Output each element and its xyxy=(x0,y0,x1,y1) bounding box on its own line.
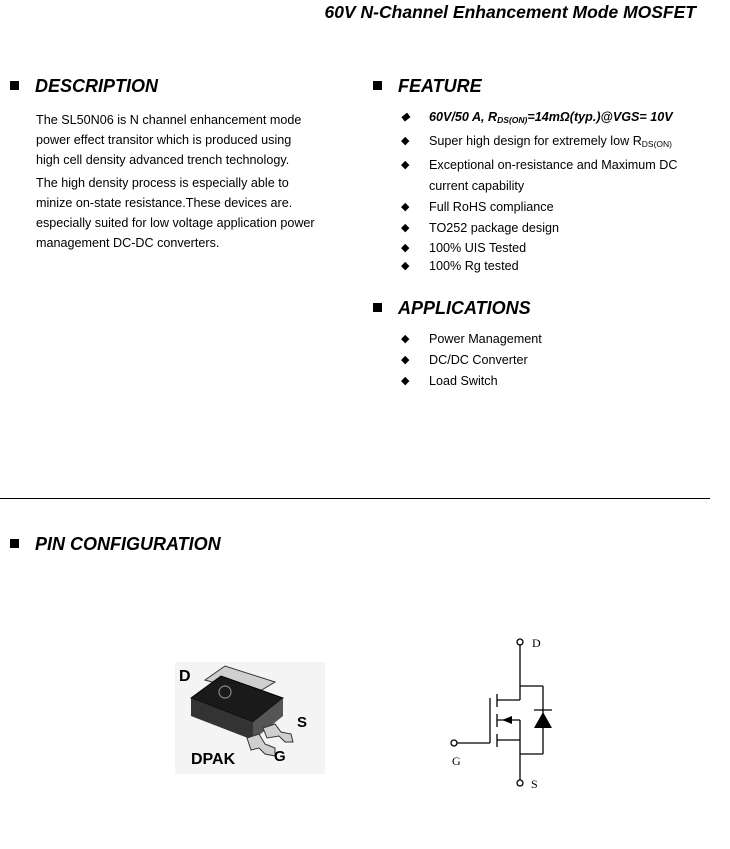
applications-list xyxy=(401,329,542,392)
application-item: ◆ DC/DC Converter xyxy=(401,350,542,371)
diamond-bullet-icon: ◆ xyxy=(401,201,410,213)
diamond-bullet-icon: ◆ xyxy=(401,111,410,123)
mosfet-schematic xyxy=(440,632,570,794)
section-divider xyxy=(0,498,710,499)
application-item: ◆ Load Switch xyxy=(401,371,542,392)
pkg-pin-g-label: G xyxy=(274,748,286,765)
sym-s-label: S xyxy=(531,777,538,791)
feature-item: ◆ Super high design for extremely low $R_{DS(ON)}$ xyxy=(401,131,677,155)
diamond-bullet-icon: ◆ xyxy=(401,354,410,366)
sym-d-label: D xyxy=(532,636,541,650)
pkg-pin-s-label: S xyxy=(297,714,308,731)
feature-item: ◆ 100% UIS Tested xyxy=(401,241,527,255)
diamond-bullet-icon: ◆ xyxy=(401,159,410,171)
pin-config-heading: PIN CONFIGURATION xyxy=(10,534,221,555)
feature-item: ◆ TO252 package design xyxy=(401,218,677,239)
feature-item: ◆ Full RoHS compliance xyxy=(401,197,677,218)
diamond-bullet-icon: ◆ xyxy=(401,260,410,272)
description-para-1: The SL50N06 is N channel enhancement mode power effect transitor which is produced using high cell density advanced trench technology. xyxy=(36,113,302,167)
feature-item: ◆ 100% Rg tested xyxy=(401,259,519,273)
diamond-bullet-icon: ◆ xyxy=(401,242,410,254)
diamond-bullet-icon: ◆ xyxy=(401,135,410,147)
sym-g-label: G xyxy=(452,754,461,768)
pkg-pin-d-label: D xyxy=(179,668,191,685)
package-label: DPAK xyxy=(191,751,236,768)
mosfet-symbol xyxy=(440,632,570,794)
diamond-bullet-icon: ◆ xyxy=(401,222,410,234)
diamond-bullet-icon: ◆ xyxy=(401,333,410,345)
feature-item-continuation: current capability xyxy=(429,179,525,193)
feature-heading: FEATURE xyxy=(373,76,482,97)
square-bullet-icon xyxy=(373,303,382,312)
square-bullet-icon xyxy=(10,81,19,90)
feature-item: ◆ 60V/50 A, $R_{DS(ON)}=14m\Omega(typ.)@VGS= 10V$ xyxy=(401,107,677,131)
applications-heading: APPLICATIONS xyxy=(373,298,531,319)
feature-list xyxy=(401,107,677,275)
square-bullet-icon xyxy=(373,81,382,90)
diamond-bullet-icon: ◆ xyxy=(401,375,410,387)
feature-item: ◆ Exceptional on-resistance and Maximum DC xyxy=(401,155,677,176)
square-bullet-icon xyxy=(10,539,19,548)
description-heading: DESCRIPTION xyxy=(10,76,158,97)
description-para-2: The high density process is especially able to minize on-state resistance.These devices are. especially suited for low voltage application power management DC-DC converters. xyxy=(36,176,315,250)
doc-title: 60V N-Channel Enhancement Mode MOSFET xyxy=(324,2,696,22)
application-item: ◆ Power Management xyxy=(401,329,542,350)
